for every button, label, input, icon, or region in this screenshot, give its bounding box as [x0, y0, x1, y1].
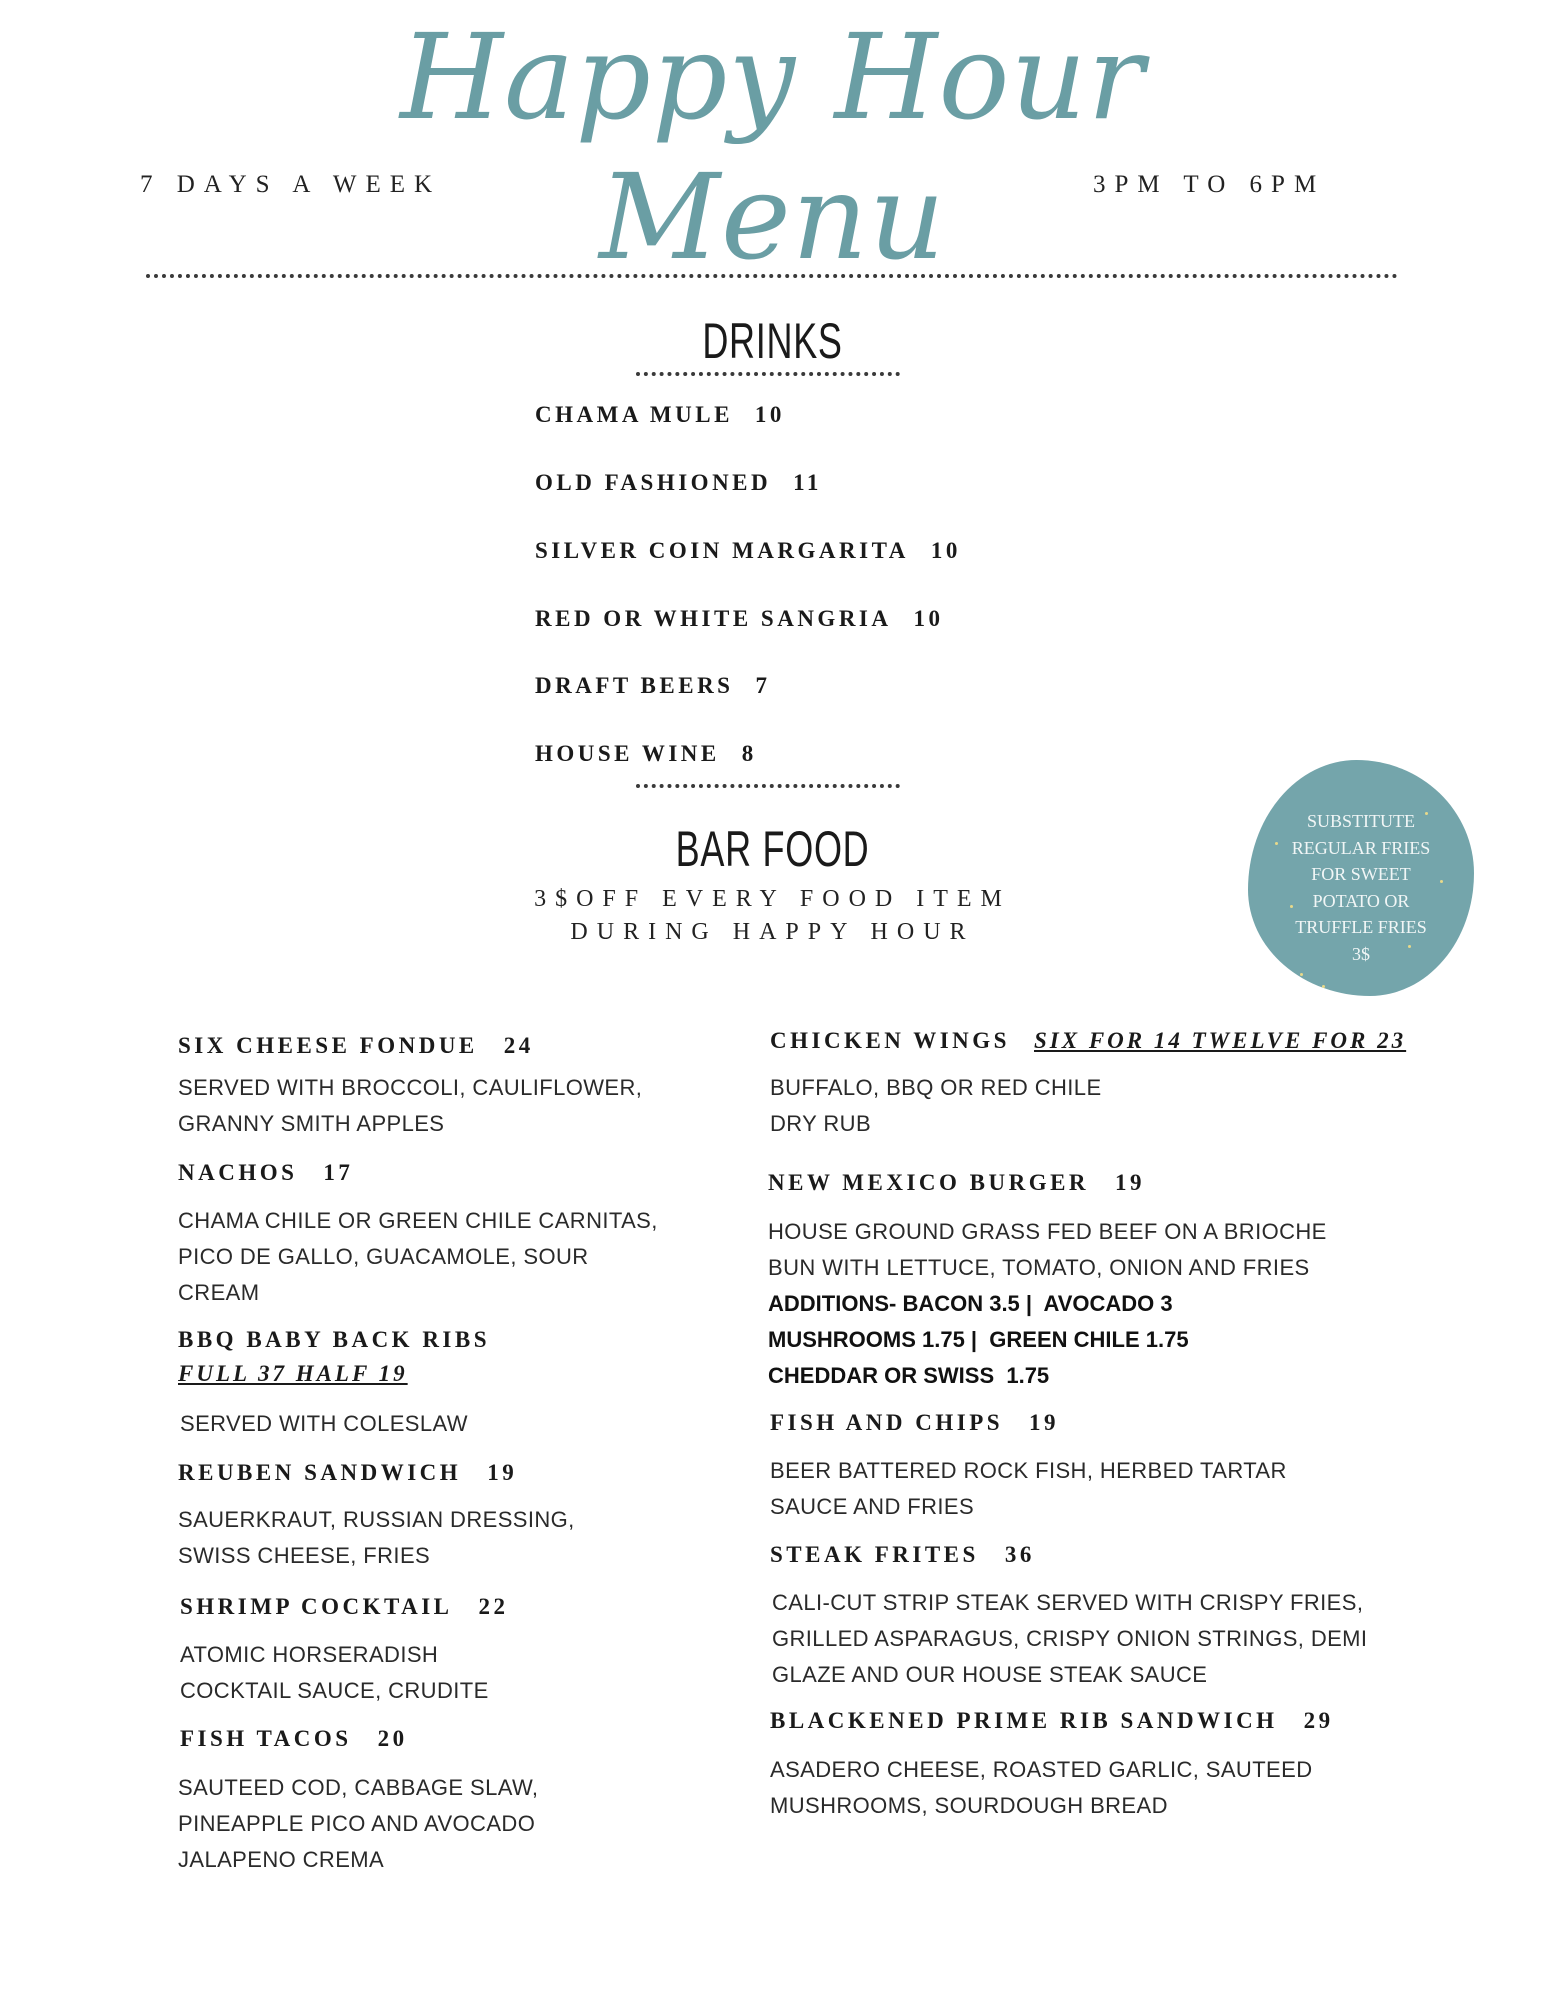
food-item-desc: CHAMA CHILE OR GREEN CHILE CARNITAS, PICO DE GALLO, GUACAMOLE, SOUR CREAM [178, 1208, 658, 1305]
hours-label: 3PM TO 6PM [1093, 171, 1326, 198]
food-item-desc: SAUERKRAUT, RUSSIAN DRESSING, SWISS CHEESE, FRIES [178, 1507, 575, 1568]
food-item-title: REUBEN SANDWICH 19 [178, 1460, 518, 1485]
drink-item: RED OR WHITE SANGRIA 10 [535, 606, 944, 631]
food-item-desc: BUFFALO, BBQ OR RED CHILE DRY RUB [770, 1075, 1102, 1136]
drinks-divider-bottom [636, 784, 900, 788]
food-item-title: STEAK FRITES 36 [770, 1542, 1035, 1567]
speck-decoration [1322, 985, 1325, 988]
food-item-desc: ASADERO CHEESE, ROASTED GARLIC, SAUTEED MUSHROOMS, SOURDOUGH BREAD [770, 1757, 1313, 1818]
food-item-title: CHICKEN WINGS [770, 1028, 1010, 1053]
drink-item: CHAMA MULE 10 [535, 402, 785, 427]
food-item-title: SHRIMP COCKTAIL 22 [180, 1594, 509, 1619]
food-item-title: NEW MEXICO BURGER 19 [768, 1170, 1146, 1195]
substitute-line: SUBSTITUTE [1307, 811, 1415, 831]
promo-line-1: 3$OFF EVERY FOOD ITEM [534, 886, 1011, 912]
food-item-desc: ATOMIC HORSERADISH COCKTAIL SAUCE, CRUDITE [180, 1642, 489, 1703]
food-item-desc: BEER BATTERED ROCK FISH, HERBED TARTAR SAUCE AND FRIES [770, 1458, 1287, 1519]
substitute-line: TRUFFLE FRIES [1295, 917, 1427, 938]
food-item-title: BBQ BABY BACK RIBS [178, 1327, 491, 1352]
food-item-desc: SAUTEED COD, CABBAGE SLAW, PINEAPPLE PICO AND AVOCADO JALAPENO CREMA [178, 1775, 539, 1872]
substitute-note [1248, 808, 1474, 968]
menu-title-line2: Menu [599, 148, 946, 286]
food-item-desc: HOUSE GROUND GRASS FED BEEF ON A BRIOCHE BUN WITH LETTUCE, TOMATO, ONION AND FRIES [768, 1219, 1327, 1280]
food-item-portions: SIX FOR 14 TWELVE FOR 23 [1034, 1028, 1407, 1053]
food-item-title: FISH AND CHIPS 19 [770, 1410, 1060, 1435]
speck-decoration [1300, 973, 1303, 976]
burger-additions: ADDITIONS- BACON 3.5 | AVOCADO 3 MUSHROOMS 1.75 | GREEN CHILE 1.75 CHEDDAR OR SWISS 1.75 [768, 1291, 1189, 1388]
food-item-title: SIX CHEESE FONDUE 24 [178, 1033, 534, 1058]
drink-item: OLD FASHIONED 11 [535, 470, 822, 495]
bar-food-heading: BAR FOOD [675, 821, 870, 877]
substitute-line: FOR SWEET [1311, 864, 1411, 885]
food-item-portions: FULL 37 HALF 19 [178, 1361, 408, 1386]
substitute-line: REGULAR FRIES [1291, 837, 1431, 858]
drink-item: HOUSE WINE 8 [535, 741, 757, 766]
promo-line-2: DURING HAPPY HOUR [570, 919, 975, 945]
substitute-line: 3$ [1352, 943, 1370, 964]
food-item-desc: CALI-CUT STRIP STEAK SERVED WITH CRISPY FRIES, GRILLED ASPARAGUS, CRISPY ONION STRINGS, DEMI GLAZE AND OUR HOUSE STEAK SAUCE [772, 1590, 1368, 1687]
food-item-title: FISH TACOS 20 [180, 1726, 408, 1751]
food-item-title: BLACKENED PRIME RIB SANDWICH 29 [770, 1708, 1334, 1733]
drinks-divider-top [636, 372, 900, 376]
header-divider [146, 274, 1398, 278]
drinks-heading: DRINKS [702, 313, 843, 369]
days-label: 7 DAYS A WEEK [140, 171, 442, 198]
substitute-line: POTATO OR [1312, 890, 1410, 911]
food-item-desc: SERVED WITH COLESLAW [180, 1411, 468, 1436]
food-item-title: NACHOS 17 [178, 1160, 354, 1185]
menu-title-line1: Happy Hour [400, 8, 1145, 146]
drink-item: DRAFT BEERS 7 [535, 673, 771, 698]
drink-item: SILVER COIN MARGARITA 10 [535, 538, 961, 563]
food-item-desc: SERVED WITH BROCCOLI, CAULIFLOWER, GRANNY SMITH APPLES [178, 1075, 643, 1136]
